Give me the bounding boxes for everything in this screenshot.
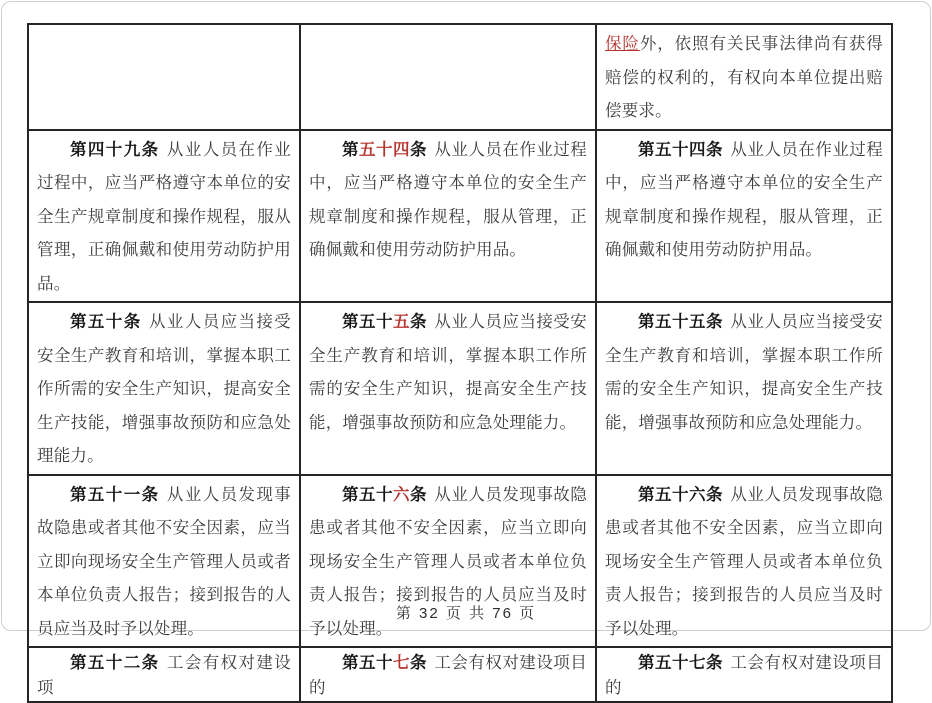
table-row [28,647,892,702]
article-number: 第五十四条 [638,140,723,159]
legal-comparison-table [27,23,893,703]
table-row [28,302,892,475]
cell-paragraph [605,651,883,701]
cell-paragraph [37,306,291,474]
article-number: 第五十五条 [638,313,723,331]
article-number: 七 [392,654,410,672]
table-row [28,24,892,130]
article-number: 五十四 [359,140,410,159]
article-number: 条 [409,140,427,159]
body-text: 从业人员在作业过程中，应当严格遵守本单位的安全生产规章制度和操作规程，服从管理，正确佩戴和使用劳动防护用品。 [309,140,587,259]
table-cell [300,647,596,702]
table-cell [596,24,892,130]
cell-paragraph [605,306,883,440]
article-number: 条 [409,654,427,672]
article-number: 五 [392,313,410,331]
body-text: 从业人员应当接受安全生产教育和培训，掌握本职工作所需的安全生产知识，提高安全生产技能，增强事故预防和应急处理能力。 [309,313,587,432]
table-cell [28,24,300,130]
body-text: 从业人员应当接受安全生产教育和培训，掌握本职工作所需的安全生产知识，提高安全生产技能，增强事故预防和应急处理能力。 [37,313,291,465]
table-cell [596,130,892,303]
document-page [1,1,931,697]
article-number: 第五十六条 [638,485,723,504]
body-text: 从业人员在作业过程中，应当严格遵守本单位的安全生产规章制度和操作规程，服从管理，正确佩戴和使用劳动防护用品。 [605,140,883,259]
body-text: 外，依照有关民事法律尚有获得赔偿的权利的，有权向本单位提出赔偿要求。 [605,35,883,120]
cell-paragraph [605,28,883,129]
comparison-table-body [28,24,892,702]
cell-paragraph [309,306,587,440]
cell-paragraph [37,651,291,701]
table-cell [596,647,892,702]
cell-paragraph [309,134,587,268]
table-cell [28,647,300,702]
cell-paragraph [37,134,291,302]
article-number: 条 [409,485,427,504]
article-number: 第五十 [342,654,393,672]
page-number-footer: 第 32 页 共 76 页 [395,605,537,622]
cell-paragraph [309,651,587,701]
table-cell [596,302,892,475]
article-number: 条 [409,313,427,331]
body-text: 从业人员发现事故隐患或者其他不安全因素，应当立即向现场安全生产管理人员或者本单位负责人报告；接到报告的人员应当及时予以处理。 [309,485,587,638]
article-number: 第五十条 [70,313,142,331]
table-cell [28,130,300,303]
article-number: 第 [342,140,359,159]
body-text: 从业人员发现事故隐患或者其他不安全因素，应当立即向现场安全生产管理人员或者本单位负责人报告；接到报告的人员应当及时予以处理。 [37,485,292,638]
table-cell [300,24,596,130]
body-text: 工会有权对建设项目的 [309,654,587,697]
article-number: 第五十七条 [638,654,723,672]
table-cell [28,302,300,475]
body-text: 从业人员在作业过程中，应当严格遵守本单位的安全生产规章制度和操作规程，服从管理，正确佩戴和使用劳动防护用品。 [37,140,292,293]
body-text: 工会有权对建设项目的 [605,654,883,697]
article-number: 六 [392,485,410,504]
body-text: 从业人员应当接受安全生产教育和培训，掌握本职工作所需的安全生产知识，提高安全生产技能，增强事故预防和应急处理能力。 [605,313,883,432]
body-text: 从业人员发现事故隐患或者其他不安全因素，应当立即向现场安全生产管理人员或者本单位负责人报告；接到报告的人员应当及时予以处理。 [605,485,883,638]
table-cell [300,130,596,303]
article-number: 第四十九条 [70,140,160,159]
inserted-text: 保险 [605,35,640,53]
body-text: 工会有权对建设项 [37,654,292,697]
article-number: 第五十二条 [70,654,160,672]
table-row [28,130,892,303]
article-number: 第五十一条 [70,485,160,504]
cell-paragraph [605,134,883,268]
article-number: 第五十 [342,313,393,331]
article-number: 第五十 [342,485,393,504]
table-cell [300,302,596,475]
